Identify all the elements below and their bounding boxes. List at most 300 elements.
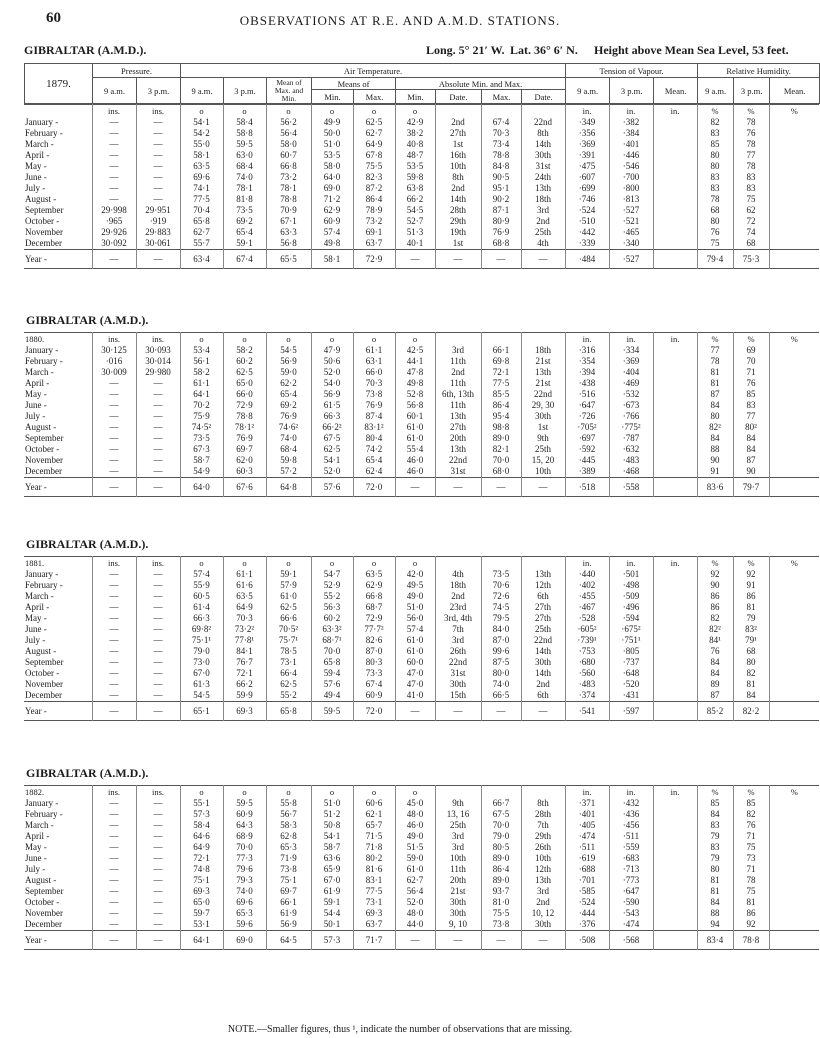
cell-pressure-9am: ·016 xyxy=(92,356,136,367)
cell-abs-max-date: 26th xyxy=(521,842,565,853)
cell-humidity-3pm: 84 xyxy=(733,433,769,444)
cell-humidity-3pm: 87 xyxy=(733,455,769,466)
units-row xyxy=(24,105,819,118)
cell-abs-max: 66·1 xyxy=(481,345,521,356)
cell-humidity-mean xyxy=(769,183,819,194)
table-row xyxy=(24,798,819,809)
cell-tension-9am: ·607 xyxy=(565,172,609,183)
cell-tension-mean xyxy=(653,444,697,455)
cell-tension-mean xyxy=(653,831,697,842)
cell-humidity-3pm: 73 xyxy=(733,853,769,864)
cell-means-min: 50·8 xyxy=(311,820,353,831)
cell-tension-9am: ·516 xyxy=(565,389,609,400)
cell-tension-mean xyxy=(653,919,697,931)
cell-abs-min-date: 3rd xyxy=(435,842,481,853)
cell-pressure-3pm: — xyxy=(136,886,180,897)
cell-tension-mean xyxy=(653,238,697,250)
cell-pressure-3pm: — xyxy=(136,646,180,657)
cell-tension-mean xyxy=(653,591,697,602)
station-latitude: Lat. 36° 6′ N. xyxy=(510,43,578,57)
cell-tension-mean xyxy=(653,624,697,635)
cell-abs-min: 49·8 xyxy=(395,378,435,389)
cell-tension-3pm: ·597 xyxy=(609,702,653,721)
cell-abs-max: 70·3 xyxy=(481,128,521,139)
cell-month: October - xyxy=(25,216,60,226)
cell-tension-3pm: ·773 xyxy=(609,875,653,886)
cell-temp-mean: 70·9 xyxy=(266,205,311,216)
cell-abs-min-date: 8th xyxy=(435,172,481,183)
cell-abs-max: 85·5 xyxy=(481,389,521,400)
unit-label: ins. xyxy=(136,786,180,799)
cell-tension-9am: ·647 xyxy=(565,400,609,411)
cell-tension-3pm: ·431 xyxy=(609,690,653,702)
cell-humidity-3pm: 82·2 xyxy=(733,702,769,721)
unit-empty xyxy=(521,786,565,799)
header-tension-3pm: 3 p.m. xyxy=(610,78,654,104)
cell-tension-3pm: ·474 xyxy=(609,919,653,931)
cell-humidity-9am: 83 xyxy=(697,172,733,183)
cell-tension-mean xyxy=(653,690,697,702)
cell-temp-3pm: 58·2 xyxy=(223,345,266,356)
cell-abs-min-date: 30th xyxy=(435,679,481,690)
cell-tension-9am: ·391 xyxy=(565,150,609,161)
cell-temp-mean: 69·2 xyxy=(266,400,311,411)
cell-temp-9am: 56·1 xyxy=(180,356,223,367)
cell-means-max: 66·0 xyxy=(353,367,395,378)
cell-temp-9am: 54·5 xyxy=(180,690,223,702)
cell-abs-max-date: 2nd xyxy=(521,216,565,227)
table-row xyxy=(24,128,819,139)
cell-tension-9am: ·528 xyxy=(565,613,609,624)
cell-abs-max: 89·0 xyxy=(481,433,521,444)
cell-abs-max: 70·6 xyxy=(481,580,521,591)
cell-humidity-3pm: 68 xyxy=(733,646,769,657)
cell-month: December xyxy=(25,919,62,929)
cell-abs-min: 52·8 xyxy=(395,389,435,400)
cell-tension-9am: ·726 xyxy=(565,411,609,422)
header-temp-3pm: 3 p.m. xyxy=(224,78,267,104)
cell-pressure-9am: — xyxy=(92,831,136,842)
cell-abs-max: — xyxy=(481,250,521,269)
cell-means-max: 80·4 xyxy=(353,433,395,444)
cell-humidity-3pm: 76 xyxy=(733,820,769,831)
unit-empty xyxy=(435,786,481,799)
cell-tension-3pm: ·683 xyxy=(609,853,653,864)
cell-humidity-9am: 94 xyxy=(697,919,733,931)
cell-means-min: 57·6 xyxy=(311,679,353,690)
cell-temp-mean: 60·7 xyxy=(266,150,311,161)
unit-label: in. xyxy=(653,557,697,570)
cell-tension-9am: ·484 xyxy=(565,250,609,269)
cell-humidity-9am: 89 xyxy=(697,679,733,690)
cell-tension-3pm: ·648 xyxy=(609,668,653,679)
cell-means-min: 51·2 xyxy=(311,809,353,820)
cell-temp-mean: 66·6 xyxy=(266,613,311,624)
cell-pressure-9am: — xyxy=(92,411,136,422)
cell-temp-mean: 64·8 xyxy=(266,478,311,497)
cell-abs-max: 68·8 xyxy=(481,238,521,250)
cell-temp-9am: 55·7 xyxy=(180,238,223,250)
cell-tension-mean xyxy=(653,378,697,389)
cell-tension-9am: ·508 xyxy=(565,931,609,950)
cell-means-min: 54·7 xyxy=(311,569,353,580)
cell-means-min: 57·6 xyxy=(311,478,353,497)
cell-temp-3pm: 81·8 xyxy=(223,194,266,205)
table-row xyxy=(24,875,819,886)
table-row xyxy=(24,205,819,216)
cell-humidity-3pm: 82 xyxy=(733,809,769,820)
cell-temp-mean: 78·8 xyxy=(266,194,311,205)
cell-humidity-9am: 85 xyxy=(697,798,733,809)
cell-humidity-3pm: 81 xyxy=(733,679,769,690)
cell-abs-min-date: — xyxy=(435,478,481,497)
cell-tension-9am: ·438 xyxy=(565,378,609,389)
cell-means-max: 77·5 xyxy=(353,886,395,897)
cell-temp-3pm: 59·6 xyxy=(223,919,266,931)
cell-month: February - xyxy=(25,809,63,819)
header-abs-min: Min. xyxy=(396,90,436,104)
cell-abs-max: 80·0 xyxy=(481,668,521,679)
cell-means-min: 51·0 xyxy=(311,798,353,809)
cell-humidity-mean xyxy=(769,150,819,161)
cell-humidity-3pm: 83² xyxy=(733,624,769,635)
cell-abs-min-date: 30th xyxy=(435,908,481,919)
cell-temp-3pm: 68·4 xyxy=(223,161,266,172)
header-means-max: Max. xyxy=(354,90,396,104)
cell-tension-mean xyxy=(653,250,697,269)
unit-label: o xyxy=(223,786,266,799)
cell-humidity-3pm: 92 xyxy=(733,919,769,931)
unit-label: in. xyxy=(653,105,697,118)
cell-humidity-9am: 81 xyxy=(697,886,733,897)
unit-empty xyxy=(481,333,521,346)
cell-means-min: 55·2 xyxy=(311,591,353,602)
table-row xyxy=(24,422,819,433)
unit-label: o xyxy=(395,786,435,799)
cell-temp-3pm: 69·3 xyxy=(223,702,266,721)
cell-humidity-mean xyxy=(769,657,819,668)
cell-temp-mean: 61·9 xyxy=(266,908,311,919)
unit-label: in. xyxy=(609,786,653,799)
cell-temp-9am: 53·4 xyxy=(180,345,223,356)
cell-abs-min: 40·8 xyxy=(395,139,435,150)
table-row xyxy=(24,389,819,400)
cell-tension-3pm: ·527 xyxy=(609,205,653,216)
cell-tension-9am: ·371 xyxy=(565,798,609,809)
cell-means-max: 80·3 xyxy=(353,657,395,668)
cell-tension-9am: ·374 xyxy=(565,690,609,702)
cell-pressure-9am: — xyxy=(92,172,136,183)
cell-humidity-3pm: 76 xyxy=(733,378,769,389)
table-row xyxy=(24,356,819,367)
unit-empty xyxy=(521,557,565,570)
cell-humidity-3pm: 90 xyxy=(733,466,769,478)
unit-empty xyxy=(481,557,521,570)
unit-label: % xyxy=(769,333,819,346)
cell-abs-max-date: 30th xyxy=(521,919,565,931)
cell-pressure-3pm: 30·061 xyxy=(136,238,180,250)
cell-abs-max-date: 2nd xyxy=(521,679,565,690)
cell-pressure-3pm: — xyxy=(136,389,180,400)
cell-tension-9am: ·356 xyxy=(565,128,609,139)
cell-abs-min: — xyxy=(395,478,435,497)
cell-abs-max: 93·7 xyxy=(481,886,521,897)
cell-abs-max: 72·6 xyxy=(481,591,521,602)
cell-abs-min: 49·0 xyxy=(395,591,435,602)
cell-temp-3pm: 59·5 xyxy=(223,139,266,150)
cell-humidity-9am: 84 xyxy=(697,897,733,908)
cell-abs-max-date: 10th xyxy=(521,853,565,864)
cell-means-max: 63·1 xyxy=(353,356,395,367)
cell-abs-max-date: 6th xyxy=(521,591,565,602)
cell-means-max: 62·9 xyxy=(353,580,395,591)
data-table-block xyxy=(24,556,819,721)
cell-abs-min: 61·0 xyxy=(395,646,435,657)
cell-tension-mean xyxy=(653,820,697,831)
cell-pressure-9am: 30·125 xyxy=(92,345,136,356)
cell-abs-min-date: 22nd xyxy=(435,657,481,668)
cell-means-max: 86·4 xyxy=(353,194,395,205)
header-abs-min-date: Date. xyxy=(436,90,482,104)
header-abs-max: Max. xyxy=(482,90,522,104)
header-tension-9am: 9 a.m. xyxy=(566,78,610,104)
cell-abs-min-date: 3rd xyxy=(435,635,481,646)
cell-means-max: 72·0 xyxy=(353,478,395,497)
cell-means-min: 50·1 xyxy=(311,919,353,931)
cell-month: Year - xyxy=(24,702,92,721)
cell-humidity-mean xyxy=(769,897,819,908)
cell-pressure-3pm: — xyxy=(136,798,180,809)
cell-abs-max: 74·0 xyxy=(481,679,521,690)
cell-abs-max: 84·8 xyxy=(481,161,521,172)
cell-means-min: 49·9 xyxy=(311,117,353,128)
cell-means-min: 53·5 xyxy=(311,150,353,161)
cell-tension-3pm: ·813 xyxy=(609,194,653,205)
cell-temp-mean: 66·8 xyxy=(266,161,311,172)
cell-temp-mean: 55·2 xyxy=(266,690,311,702)
cell-month: June - xyxy=(25,400,47,410)
table-row xyxy=(24,679,819,690)
cell-humidity-mean xyxy=(769,161,819,172)
cell-month: May - xyxy=(25,161,47,171)
cell-temp-mean: 73·1 xyxy=(266,657,311,668)
cell-means-min: 68·7¹ xyxy=(311,635,353,646)
cell-temp-mean: 65·5 xyxy=(266,250,311,269)
cell-month: August - xyxy=(25,422,57,432)
cell-tension-9am: ·402 xyxy=(565,580,609,591)
cell-means-max: 62·4 xyxy=(353,466,395,478)
cell-abs-max-date: 10th xyxy=(521,466,565,478)
cell-abs-min-date: 1st xyxy=(435,238,481,250)
cell-tension-3pm: ·527 xyxy=(609,250,653,269)
cell-means-min: 49·4 xyxy=(311,690,353,702)
cell-pressure-3pm: — xyxy=(136,139,180,150)
cell-pressure-9am: — xyxy=(92,139,136,150)
cell-humidity-mean xyxy=(769,478,819,497)
cell-means-max: 77·7² xyxy=(353,624,395,635)
cell-tension-9am: ·444 xyxy=(565,908,609,919)
cell-tension-3pm: ·384 xyxy=(609,128,653,139)
unit-label: % xyxy=(769,786,819,799)
cell-humidity-9am: 84 xyxy=(697,809,733,820)
cell-humidity-3pm: 79·7 xyxy=(733,478,769,497)
cell-temp-3pm: 60·2 xyxy=(223,356,266,367)
cell-abs-min: 62·7 xyxy=(395,875,435,886)
cell-pressure-3pm: — xyxy=(136,702,180,721)
cell-tension-3pm: ·456 xyxy=(609,820,653,831)
cell-abs-min: 49·5 xyxy=(395,580,435,591)
cell-temp-9am: 75·1¹ xyxy=(180,635,223,646)
cell-means-max: 71·8 xyxy=(353,842,395,853)
cell-month: March - xyxy=(25,139,54,149)
cell-pressure-9am: — xyxy=(92,702,136,721)
cell-abs-max-date: — xyxy=(521,478,565,497)
cell-temp-9am: 63·4 xyxy=(180,250,223,269)
cell-temp-mean: 73·2 xyxy=(266,172,311,183)
cell-abs-max-date: — xyxy=(521,931,565,950)
cell-tension-mean xyxy=(653,613,697,624)
cell-pressure-9am: — xyxy=(92,886,136,897)
cell-pressure-3pm: — xyxy=(136,679,180,690)
cell-humidity-9am: 85 xyxy=(697,139,733,150)
table-row xyxy=(24,668,819,679)
cell-month: February - xyxy=(25,580,63,590)
cell-temp-mean: 56·4 xyxy=(266,128,311,139)
cell-month: July - xyxy=(25,864,46,874)
cell-means-min: 59·4 xyxy=(311,668,353,679)
cell-temp-9am: 65·8 xyxy=(180,216,223,227)
cell-pressure-3pm: 30·093 xyxy=(136,345,180,356)
cell-tension-9am: ·339 xyxy=(565,238,609,250)
cell-pressure-3pm: — xyxy=(136,478,180,497)
cell-temp-3pm: 59·9 xyxy=(223,690,266,702)
cell-humidity-mean xyxy=(769,216,819,227)
unit-label: o xyxy=(223,105,266,118)
cell-abs-max-date: 28th xyxy=(521,809,565,820)
cell-temp-mean: 78·5 xyxy=(266,646,311,657)
table-row xyxy=(24,161,819,172)
cell-humidity-mean xyxy=(769,139,819,150)
cell-tension-mean xyxy=(653,117,697,128)
cell-abs-max-date: 8th xyxy=(521,798,565,809)
cell-humidity-9am: 86 xyxy=(697,602,733,613)
cell-humidity-3pm: 78 xyxy=(733,161,769,172)
year-summary-row xyxy=(24,931,819,950)
cell-tension-3pm: ·334 xyxy=(609,345,653,356)
cell-tension-mean xyxy=(653,433,697,444)
cell-temp-9am: 73·0 xyxy=(180,657,223,668)
cell-temp-9am: 77·5 xyxy=(180,194,223,205)
cell-temp-mean: 56·9 xyxy=(266,356,311,367)
cell-temp-3pm: 61·6 xyxy=(223,580,266,591)
cell-tension-9am: ·405 xyxy=(565,820,609,831)
cell-tension-9am: ·619 xyxy=(565,853,609,864)
cell-tension-mean xyxy=(653,809,697,820)
cell-month: February - xyxy=(25,128,63,138)
cell-means-max: 60·9 xyxy=(353,690,395,702)
cell-means-min: 65·9 xyxy=(311,864,353,875)
cell-abs-min-date: 1st xyxy=(435,139,481,150)
cell-abs-min-date: 22nd xyxy=(435,455,481,466)
cell-abs-min-date: 11th xyxy=(435,400,481,411)
cell-pressure-3pm: — xyxy=(136,820,180,831)
cell-humidity-9am: 76 xyxy=(697,646,733,657)
cell-temp-9am: 74·5² xyxy=(180,422,223,433)
header-humidity-3pm: 3 p.m. xyxy=(734,78,770,104)
cell-abs-max: 66·7 xyxy=(481,798,521,809)
cell-abs-min: 41·0 xyxy=(395,690,435,702)
cell-tension-mean xyxy=(653,569,697,580)
cell-abs-min: 56·4 xyxy=(395,886,435,897)
unit-empty xyxy=(435,105,481,118)
cell-pressure-3pm: — xyxy=(136,183,180,194)
cell-abs-min: 61·0 xyxy=(395,635,435,646)
cell-temp-mean: 70·5² xyxy=(266,624,311,635)
table-row xyxy=(24,455,819,466)
cell-pressure-9am: — xyxy=(92,842,136,853)
cell-month: January - xyxy=(25,569,59,579)
station-name: GIBRALTAR (A.M.D.). xyxy=(24,43,147,57)
cell-month: June - xyxy=(25,624,47,634)
cell-tension-9am: ·483 xyxy=(565,679,609,690)
cell-means-max: 76·9 xyxy=(353,400,395,411)
table-row xyxy=(24,378,819,389)
cell-humidity-3pm: 70 xyxy=(733,356,769,367)
cell-temp-9am: 55·1 xyxy=(180,798,223,809)
unit-label: in. xyxy=(609,557,653,570)
cell-humidity-mean xyxy=(769,668,819,679)
cell-humidity-3pm: 85 xyxy=(733,798,769,809)
cell-pressure-3pm: — xyxy=(136,624,180,635)
unit-empty xyxy=(481,105,521,118)
cell-means-max: 81·6 xyxy=(353,864,395,875)
table-row xyxy=(24,919,819,931)
cell-humidity-mean xyxy=(769,389,819,400)
cell-temp-3pm: 76·9 xyxy=(223,433,266,444)
cell-abs-min-date: 13th xyxy=(435,411,481,422)
cell-temp-9am: 74·8 xyxy=(180,864,223,875)
cell-humidity-mean xyxy=(769,580,819,591)
cell-tension-3pm: ·558 xyxy=(609,478,653,497)
cell-humidity-9am: 87 xyxy=(697,690,733,702)
cell-tension-mean xyxy=(653,580,697,591)
cell-abs-max-date: 14th xyxy=(521,646,565,657)
cell-humidity-9am: 88 xyxy=(697,908,733,919)
unit-label: o xyxy=(395,333,435,346)
cell-tension-3pm: ·446 xyxy=(609,150,653,161)
cell-temp-9am: 64·0 xyxy=(180,478,223,497)
cell-humidity-9am: 92 xyxy=(697,569,733,580)
cell-tension-mean xyxy=(653,897,697,908)
cell-abs-min: 48·7 xyxy=(395,150,435,161)
cell-means-min: 67·0 xyxy=(311,875,353,886)
cell-tension-3pm: ·700 xyxy=(609,172,653,183)
cell-means-min: 71·2 xyxy=(311,194,353,205)
cell-temp-9am: 64·9 xyxy=(180,842,223,853)
cell-abs-min-date: 23rd xyxy=(435,602,481,613)
cell-temp-mean: 75·7¹ xyxy=(266,635,311,646)
cell-tension-9am: ·440 xyxy=(565,569,609,580)
cell-tension-9am: ·354 xyxy=(565,356,609,367)
cell-tension-3pm: ·546 xyxy=(609,161,653,172)
cell-tension-mean xyxy=(653,139,697,150)
cell-temp-9am: 64·1 xyxy=(180,389,223,400)
cell-abs-max-date: — xyxy=(521,702,565,721)
header-abs-max-date: Date. xyxy=(522,90,566,104)
cell-pressure-9am: — xyxy=(92,646,136,657)
cell-pressure-9am: — xyxy=(92,128,136,139)
cell-tension-mean xyxy=(653,702,697,721)
